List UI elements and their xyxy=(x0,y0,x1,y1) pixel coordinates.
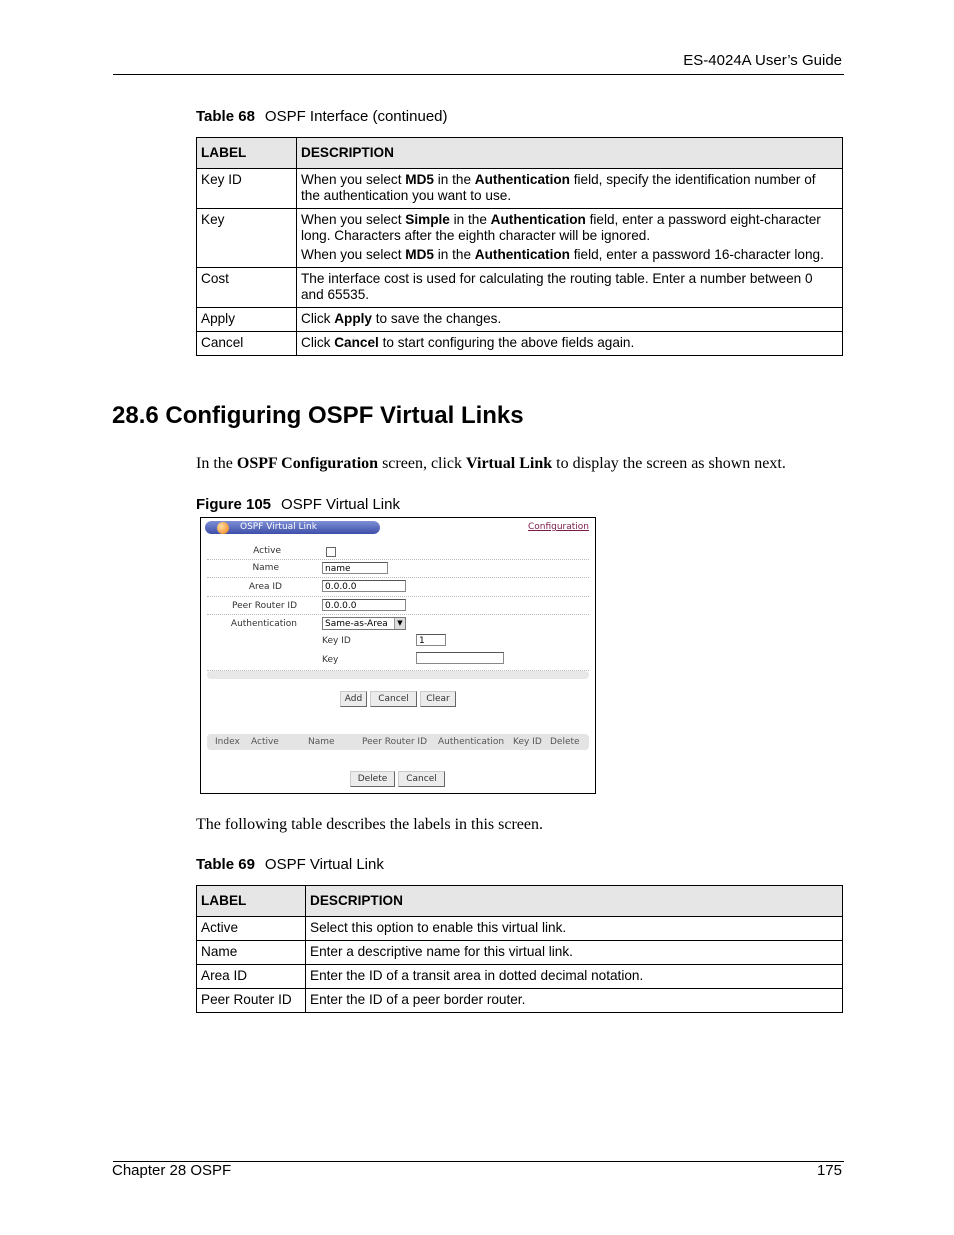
desc-text: When you select MD5 in the Authentication field, specify the identification number of the authentication you want to use. xyxy=(301,172,816,203)
row-authentication xyxy=(207,614,589,671)
key-input[interactable] xyxy=(416,652,504,664)
table69-caption-title: OSPF Virtual Link xyxy=(264,856,384,873)
table69-caption-num: Table 69 xyxy=(196,856,255,873)
desc-text: Click Apply to save the changes. xyxy=(301,311,502,326)
desc-text: When you select MD5 in the Authentication field, enter a password 16-character long. xyxy=(301,247,824,262)
list-header-active: Active xyxy=(251,737,279,747)
row-area-id xyxy=(207,577,589,597)
table-row xyxy=(197,268,843,308)
header-rule xyxy=(113,74,844,75)
table69 xyxy=(196,885,843,1013)
row-peer-router-id xyxy=(207,596,589,615)
table-cell-desc xyxy=(297,308,843,332)
table69-caption xyxy=(196,856,384,873)
active-checkbox[interactable] xyxy=(326,547,336,557)
table68-col-label: LABEL xyxy=(197,138,297,169)
table-cell-desc: Enter the ID of a transit area in dotted decimal notation. xyxy=(306,965,843,989)
intro-paragraph xyxy=(196,455,786,473)
row-active xyxy=(207,544,589,560)
key-label: Key xyxy=(322,655,339,665)
following-paragraph: The following table describes the labels in this screen. xyxy=(196,816,544,833)
table-row xyxy=(197,989,843,1013)
table69-col-label: LABEL xyxy=(197,886,306,917)
authentication-selected-value: Same-as-Area xyxy=(325,619,388,629)
guide-title: ES-4024A User’s Guide xyxy=(683,52,842,69)
footer-page-number: 175 xyxy=(816,1162,842,1179)
table-row xyxy=(197,941,843,965)
delete-button[interactable]: Delete xyxy=(350,771,395,787)
table-cell-label: Active xyxy=(197,917,306,941)
table-cell-label: Cancel xyxy=(197,332,297,356)
table-cell-desc xyxy=(297,169,843,209)
list-header-delete: Delete xyxy=(550,737,580,747)
clear-button[interactable]: Clear xyxy=(420,691,456,707)
table-row xyxy=(197,169,843,209)
table-cell-label: Key ID xyxy=(197,169,297,209)
active-label: Active xyxy=(253,546,281,556)
list-header-authentication: Authentication xyxy=(438,737,505,747)
table-cell-desc: Enter a descriptive name for this virtual link. xyxy=(306,941,843,965)
intro-bold-virtual-link: Virtual Link xyxy=(466,455,553,472)
table-cell-desc: Enter the ID of a peer border router. xyxy=(306,989,843,1013)
cancel-button[interactable]: Cancel xyxy=(370,691,417,707)
table-cell-label: Key xyxy=(197,209,297,268)
form-separator xyxy=(207,671,589,679)
table68-caption xyxy=(196,108,448,125)
table68-caption-num: Table 68 xyxy=(196,108,255,125)
footer-chapter: Chapter 28 OSPF xyxy=(112,1162,232,1179)
table-row xyxy=(197,965,843,989)
figure-caption-num: Figure 105 xyxy=(196,496,272,513)
list-header-index: Index xyxy=(215,737,240,747)
table-row xyxy=(197,917,843,941)
table-cell-label: Peer Router ID xyxy=(197,989,306,1013)
table-cell-desc: Select this option to enable this virtual link. xyxy=(306,917,843,941)
table-row xyxy=(197,308,843,332)
table-cell-label: Apply xyxy=(197,308,297,332)
table-cell-label: Area ID xyxy=(197,965,306,989)
key-id-input[interactable]: 1 xyxy=(416,634,446,646)
title-orb-icon xyxy=(217,522,229,534)
table-cell-label: Cost xyxy=(197,268,297,308)
add-button[interactable]: Add xyxy=(340,691,367,707)
name-label: Name xyxy=(252,563,279,573)
table69-col-desc: DESCRIPTION xyxy=(306,886,843,917)
desc-text: When you select Simple in the Authentication field, enter a password eight-character long. Characters after the eighth character will be ignored. xyxy=(301,212,821,243)
row-name xyxy=(207,559,589,578)
intro-text: screen, click xyxy=(378,455,467,472)
table68 xyxy=(196,137,843,356)
figure-caption-title: OSPF Virtual Link xyxy=(281,496,400,513)
title-pill xyxy=(205,521,380,534)
authentication-select[interactable] xyxy=(322,617,406,630)
intro-text: to display the screen as shown next. xyxy=(552,455,786,472)
area-id-input[interactable]: 0.0.0.0 xyxy=(322,580,406,592)
table-cell-desc xyxy=(297,268,843,308)
area-id-label: Area ID xyxy=(248,582,282,592)
list-header-name: Name xyxy=(308,737,335,747)
table-cell-desc xyxy=(297,209,843,268)
peer-router-id-input[interactable]: 0.0.0.0 xyxy=(322,599,406,611)
authentication-label: Authentication xyxy=(230,619,297,629)
intro-text: In the xyxy=(196,455,237,472)
list-cancel-button[interactable]: Cancel xyxy=(398,771,445,787)
desc-text: The interface cost is used for calculating the routing table. Enter a number between 0 and 65535. xyxy=(301,271,813,302)
key-id-label: Key ID xyxy=(322,636,351,646)
table68-col-desc: DESCRIPTION xyxy=(297,138,843,169)
configuration-link[interactable]: Configuration xyxy=(527,522,589,532)
table-cell-label: Name xyxy=(197,941,306,965)
list-header-key-id: Key ID xyxy=(513,737,542,747)
figure105-caption xyxy=(196,496,400,513)
screen-titlebar xyxy=(205,521,593,535)
ospf-virtual-link-screen xyxy=(200,517,596,794)
dropdown-arrow-icon[interactable]: ▼ xyxy=(394,618,405,629)
table-row xyxy=(197,209,843,268)
peer-router-id-label: Peer Router ID xyxy=(231,601,297,611)
virtual-link-list-header xyxy=(207,734,589,750)
screen-title: OSPF Virtual Link xyxy=(240,522,317,532)
table-cell-desc xyxy=(297,332,843,356)
section-heading: 28.6 Configuring OSPF Virtual Links xyxy=(112,402,524,429)
name-input[interactable]: name xyxy=(322,562,388,574)
desc-text: Click Cancel to start configuring the above fields again. xyxy=(301,335,635,350)
table-row xyxy=(197,332,843,356)
table68-caption-title: OSPF Interface (continued) xyxy=(264,108,448,125)
list-header-peer-router-id: Peer Router ID xyxy=(362,737,428,747)
intro-bold-ospf-configuration: OSPF Configuration xyxy=(236,455,379,472)
